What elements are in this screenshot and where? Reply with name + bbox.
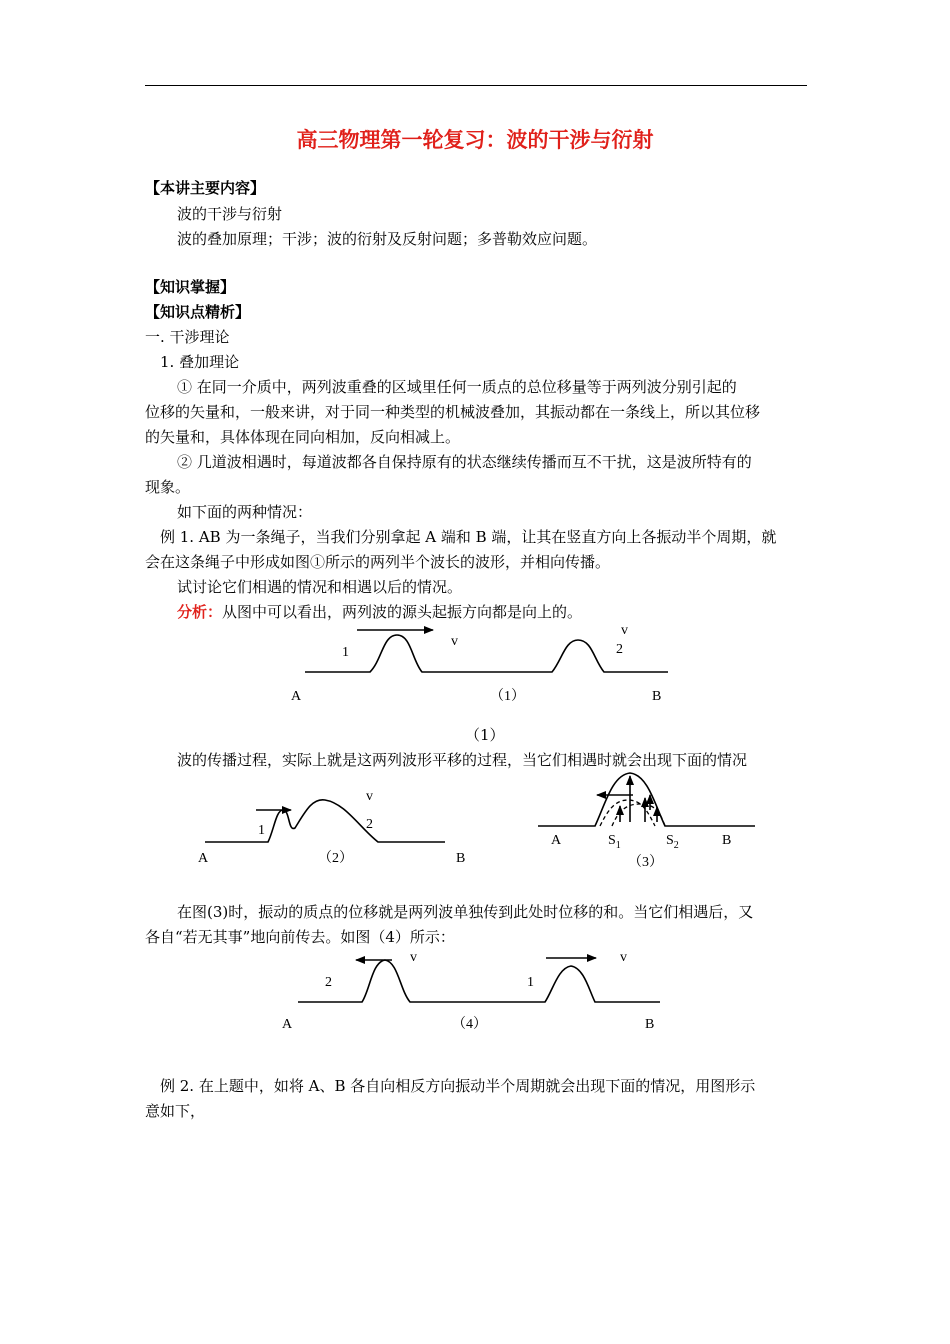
figure-label: （2） (318, 851, 353, 866)
wave-label-2: 2 (325, 975, 332, 990)
paragraph-line: 位移的矢量和，一般来讲，对于同一种类型的机械波叠加，其振动都在一条线上，所以其位移 (145, 403, 761, 421)
paragraph-line: ① 在同一介质中，两列波重叠的区域里任何一质点的总位移量等于两列波分别引起的 (177, 378, 737, 396)
figure-caption: （1） (465, 726, 505, 744)
example-line: 例 1. AB 为一条绳子，当我们分别拿起 A 端和 B 端，让其在竖直方向上各振动半个周期，就 (160, 528, 777, 546)
wave-label-1: 1 (342, 645, 349, 660)
section-heading-analysis: 【知识点精析】 (145, 303, 251, 321)
point-b-label: B (456, 851, 466, 866)
velocity-label: v (620, 950, 627, 965)
section-heading-main-content: 【本讲主要内容】 (145, 179, 266, 197)
s1-subscript: 1 (615, 840, 621, 851)
wave-label-2: 2 (366, 817, 373, 832)
point-a-label: A (282, 1017, 293, 1032)
example-line: 例 2. 在上题中，如将 A、B 各自向相反方向振动半个周期就会出现下面的情况，用图形示 (160, 1077, 756, 1095)
paragraph-line: 各自“若无其事”地向前传去。如图（4）所示： (145, 928, 455, 946)
wave-4-shape (298, 960, 660, 1002)
paragraph-line: 在图(3)时，振动的质点的位移就是两列波单独传到此处时位移的和。当它们相遇后，又 (177, 903, 754, 921)
analysis-text: 从图中可以看出，两列波的源头起振方向都是向上的。 (222, 603, 583, 621)
example-line: 试讨论它们相遇的情况和相遇以后的情况。 (177, 578, 463, 596)
example-line: 意如下， (145, 1102, 206, 1120)
point-b-label: B (652, 689, 662, 704)
velocity-label: v (410, 950, 417, 965)
velocity-label: v (366, 789, 373, 804)
section-heading-mastery: 【知识掌握】 (145, 278, 236, 296)
point-a-label: A (551, 833, 562, 848)
example-line: 会在这条绳子中形成如图①所示的两列半个波长的波形，并相向传播。 (145, 553, 611, 571)
velocity-label: v (451, 634, 458, 649)
point-b-label: B (722, 833, 732, 848)
s2-subscript: 2 (673, 840, 679, 851)
point-b-label: B (645, 1017, 655, 1032)
subsection-heading: 一. 干涉理论 (145, 328, 230, 346)
main-content-line: 波的干涉与衍射 (177, 205, 283, 223)
subsection-heading: 1. 叠加理论 (160, 353, 240, 371)
wave-label-2: 2 (616, 642, 623, 657)
velocity-label: v (621, 623, 628, 638)
s1-letter: S (608, 833, 616, 848)
paragraph-line: 现象。 (145, 478, 191, 496)
paragraph-line: 如下面的两种情况： (177, 503, 313, 521)
main-content-line: 波的叠加原理；干涉；波的衍射及反射问题；多普勒效应问题。 (177, 230, 598, 248)
wave-label-1: 1 (258, 823, 265, 838)
figure-label: （3） (628, 855, 663, 870)
figure-label: （1） (490, 689, 525, 704)
paragraph-line: 的矢量和，具体体现在同向相加，反向相减上。 (145, 428, 461, 446)
analysis-label: 分析： (177, 603, 223, 621)
figure-label: （4） (452, 1017, 487, 1032)
wave-label-1: 1 (527, 975, 534, 990)
point-a-label: A (291, 689, 302, 704)
paragraph-line: ② 几道波相遇时，每道波都各自保持原有的状态继续传播而互不干扰，这是波所特有的 (177, 453, 752, 471)
paragraph-line: 波的传播过程，实际上就是这两列波形平移的过程，当它们相遇时就会出现下面的情况 (177, 751, 748, 769)
point-a-label: A (198, 851, 209, 866)
s2-letter: S (666, 833, 674, 848)
page-title: 高三物理第一轮复习：波的干涉与衍射 (296, 127, 654, 152)
